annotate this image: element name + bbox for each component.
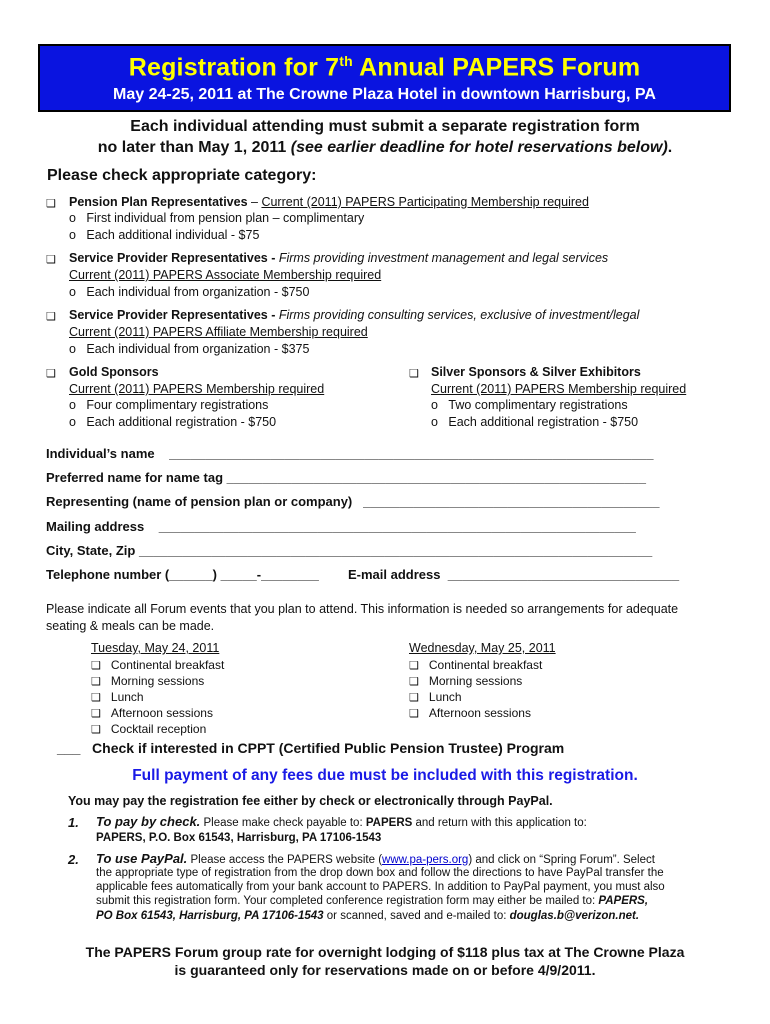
- event-option[interactable]: ❑ Cocktail reception: [91, 722, 207, 736]
- intro-line-1: Each individual attending must submit a separate registration form: [130, 118, 640, 135]
- payment-intro: You may pay the registration fee either by check or electronically through PayPal.: [68, 794, 553, 808]
- service-consult-category: Service Provider Representatives - Firms providing consulting services, exclusive of investment/legal: [69, 308, 640, 322]
- name-field[interactable]: Individual’s name ___________________________________________________________________: [46, 446, 654, 461]
- service-legal-checkbox[interactable]: ❑: [46, 254, 56, 266]
- gold-requirement: Current (2011) PAPERS Membership required: [69, 382, 325, 396]
- event-option[interactable]: ❑ Morning sessions: [409, 674, 523, 688]
- papers-website-link[interactable]: www.pa-pers.org: [382, 854, 469, 866]
- paypal-line-2: the appropriate type of registration from the drop down box and follow the directions to have PayPal transfer the: [96, 867, 664, 879]
- pay-by-paypal: To use PayPal. Please access the PAPERS website (www.pa-pers.org) and click on “Spring Forum”. Select: [96, 851, 655, 866]
- header-banner: [38, 44, 731, 112]
- event-option[interactable]: ❑ Afternoon sessions: [91, 706, 213, 720]
- service-consult-item-1: o Each individual from organization - $375: [69, 342, 310, 356]
- silver-item-2: o Each additional registration - $750: [431, 415, 639, 429]
- service-legal-item-1: o Each individual from organization - $750: [69, 285, 310, 299]
- check-number: 1.: [68, 815, 79, 830]
- service-consult-requirement: Current (2011) PAPERS Affiliate Membership required: [69, 325, 368, 339]
- wednesday-heading: Wednesday, May 25, 2011: [409, 641, 556, 655]
- preferred-name-field[interactable]: Preferred name for name tag __________________________________________________________: [46, 470, 646, 485]
- pension-checkbox[interactable]: ❑: [46, 198, 56, 210]
- paypal-line-3: applicable fees automatically from your bank account to PAPERS. In addition to PayPal payment, you must also: [96, 881, 665, 893]
- pension-category: Pension Plan Representatives – Current (2011) PAPERS Participating Membership required: [69, 195, 589, 209]
- silver-category: Silver Sponsors & Silver Exhibitors: [431, 365, 641, 379]
- silver-checkbox[interactable]: ❑: [409, 368, 419, 380]
- event-option[interactable]: ❑ Morning sessions: [91, 674, 205, 688]
- representing-field[interactable]: Representing (name of pension plan or company) _________________________________________: [46, 494, 660, 509]
- silver-item-1: o Two complimentary registrations: [431, 398, 628, 412]
- wednesday-events: [409, 658, 542, 722]
- gold-item-2: o Each additional registration - $750: [69, 415, 277, 429]
- mailing-address-field[interactable]: Mailing address __________________________________________________________________: [46, 519, 636, 534]
- events-intro: Please indicate all Forum events that you plan to attend. This information is needed so arrangements for adequate seating & meals can be made.: [46, 602, 679, 633]
- paypal-line-4: submit this registration form. Your completed conference registration form may either be mailed to: PAPERS,: [96, 895, 649, 907]
- tuesday-heading: Tuesday, May 24, 2011: [91, 641, 220, 655]
- event-option[interactable]: ❑ Continental breakfast: [409, 658, 543, 672]
- gold-category: Gold Sponsors: [69, 365, 159, 379]
- lodging-note-line-1: The PAPERS Forum group rate for overnight lodging of $118 plus tax at The Crowne Plaza: [85, 944, 685, 960]
- tuesday-column: [91, 641, 219, 655]
- page-subtitle: May 24-25, 2011 at The Crowne Plaza Hotel in downtown Harrisburg, PA: [113, 86, 656, 104]
- lodging-note-line-2: is guaranteed only for reservations made on or before 4/9/2011.: [174, 962, 596, 978]
- page-title: Registration for 7th Annual PAPERS Forum: [128, 53, 641, 82]
- gold-item-1: o Four complimentary registrations: [69, 398, 269, 412]
- paypal-number: 2.: [68, 852, 79, 867]
- service-legal-requirement: Current (2011) PAPERS Associate Membership required: [69, 268, 382, 282]
- check-address: PAPERS, P.O. Box 61543, Harrisburg, PA 17106-1543: [96, 832, 382, 844]
- pension-item-2: o Each additional individual - $75: [69, 228, 260, 242]
- wednesday-column: [409, 641, 556, 655]
- event-option[interactable]: ❑ Afternoon sessions: [409, 706, 531, 720]
- event-option[interactable]: ❑ Continental breakfast: [91, 658, 225, 672]
- gold-checkbox[interactable]: ❑: [46, 368, 56, 380]
- pension-item-1: o First individual from pension plan – complimentary: [69, 211, 365, 225]
- tuesday-events: [91, 658, 224, 738]
- paypal-line-5: PO Box 61543, Harrisburg, PA 17106-1543 or scanned, saved and e-mailed to: douglas.b@verizon.net.: [96, 910, 640, 922]
- telephone-field[interactable]: Telephone number (______) _____-________: [46, 567, 319, 582]
- intro-line-2: no later than May 1, 2011 (see earlier deadline for hotel reservations below).: [97, 139, 673, 156]
- pay-by-check: To pay by check. Please make check payable to: PAPERS and return with this application to:: [96, 814, 587, 829]
- service-legal-category: Service Provider Representatives - Firms providing investment management and legal services: [69, 251, 609, 265]
- category-heading: Please check appropriate category:: [47, 167, 317, 184]
- silver-requirement: Current (2011) PAPERS Membership required: [431, 382, 687, 396]
- cppt-checkline[interactable]: ___ Check if interested in CPPT (Certified Public Pension Trustee) Program: [57, 740, 565, 756]
- email-field[interactable]: E-mail address ________________________________: [348, 567, 680, 582]
- event-option[interactable]: ❑ Lunch: [409, 690, 462, 704]
- event-option[interactable]: ❑ Lunch: [91, 690, 144, 704]
- payment-headline: Full payment of any fees due must be included with this registration.: [132, 767, 638, 784]
- service-consult-checkbox[interactable]: ❑: [46, 311, 56, 323]
- city-state-zip-field[interactable]: City, State, Zip _______________________________________________________________________: [46, 543, 653, 558]
